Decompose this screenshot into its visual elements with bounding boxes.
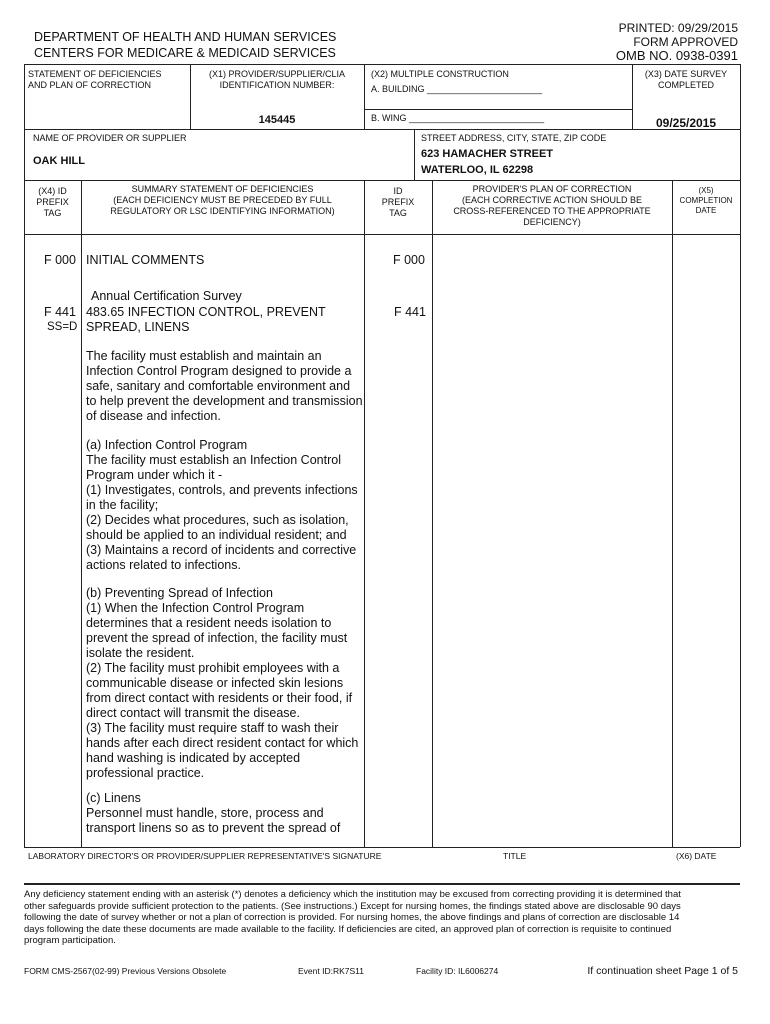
form-approved: FORM APPROVED (633, 35, 738, 49)
centers-name: CENTERS FOR MEDICARE & MEDICAID SERVICES (34, 46, 336, 60)
wing-label: B. WING ___________________________ (371, 113, 545, 123)
column-divider (364, 180, 365, 847)
title-label: TITLE (503, 851, 527, 861)
tag-f441: F 441 (44, 305, 76, 319)
table-left-border (24, 64, 25, 847)
building-label: A. BUILDING _______________________ (371, 84, 543, 94)
divider (364, 109, 632, 110)
city-state-zip: WATERLOO, IL 62298 (421, 164, 534, 176)
disclaimer-text: Any deficiency statement ending with an asterisk (*) denotes a deficiency which the institution may be excused from correcting providing it is determined that other safeguards provide sufficient protection to the patients. (See instructions.) Except for nursing homes, the findings stated above are disclosable 90 days following the date of survey whether or not a plan of correction is provided. For nursing homes, the above findings and plans of correction are disclosable 14 days following the date these documents are made available to the facility. If deficiencies are cited, an approved plan of correction is requisite to continued program participation. (24, 889, 681, 947)
event-id: Event ID:RK7S11 (298, 966, 364, 976)
tag-f441-right: F 441 (394, 305, 426, 319)
tag-f000-right: F 000 (393, 253, 425, 267)
column-divider (672, 180, 673, 847)
x2-label: (X2) MULTIPLE CONSTRUCTION (371, 69, 509, 79)
column-divider (432, 180, 433, 847)
divider (24, 234, 740, 235)
paragraph-linens: (c) Linens Personnel must handle, store, process and transport linens so as to prevent the spread of (86, 791, 341, 835)
paragraph-preventing-spread: (b) Preventing Spread of Infection (1) When the Infection Control Program determines that a resident needs isolation to prevent the spread of infection, the facility must isolate the resident. (2) The facility must prohibit employees with a communicable disease or infected skin lesions from direct contact with residents or their food, if direct contact will transmit the disease. (3) The facility must require staff to wash their hands after each direct resident contact for which hand washing is indicated by accepted professional practice. (86, 586, 359, 780)
paragraph-infection-control: (a) Infection Control Program The facility must establish an Infection Control Program under which it - (1) Investigates, controls, and prevents infections in the facility; (2) Decides what procedures, such as isolation, should be applied to an individual resident; and (3) Maintains a record of incidents and corrective actions related to infections. (86, 438, 358, 572)
address-label: STREET ADDRESS, CITY, STATE, ZIP CODE (421, 133, 607, 143)
signature-label: LABORATORY DIRECTOR'S OR PROVIDER/SUPPLIER REPRESENTATIVE'S SIGNATURE (28, 851, 382, 861)
divider (414, 129, 415, 180)
initial-comments-heading: INITIAL COMMENTS (86, 253, 205, 267)
divider (24, 847, 740, 848)
tag-f000: F 000 (44, 253, 76, 267)
agency-header (34, 29, 336, 61)
divider (364, 64, 365, 129)
summary-header: SUMMARY STATEMENT OF DEFICIENCIES (EACH DEFICIENCY MUST BE PRECEDED BY FULL REGULATORY OR LSC IDENTIFYING INFORMATION) (110, 184, 335, 216)
provider-id-value: 145445 (258, 114, 296, 126)
x4-header: (X4) ID PREFIX TAG (36, 186, 69, 218)
survey-type: Annual Certification Survey (91, 289, 242, 303)
statement-label: STATEMENT OF DEFICIENCIES AND PLAN OF CORRECTION (28, 69, 162, 90)
street-address: 623 HAMACHER STREET (421, 148, 554, 160)
x1-label: (X1) PROVIDER/SUPPLIER/CLIA IDENTIFICATION NUMBER: (208, 69, 346, 90)
regulation-title: 483.65 INFECTION CONTROL, PREVENT SPREAD, LINENS (86, 305, 326, 334)
x3-label: (X3) DATE SURVEY COMPLETED (644, 69, 728, 90)
scope-severity: SS=D (47, 321, 78, 333)
plan-header: PROVIDER'S PLAN OF CORRECTION (EACH CORRECTIVE ACTION SHOULD BE CROSS-REFERENCED TO THE APPROPRIATE DEFICIENCY) (453, 184, 651, 227)
divider (24, 180, 740, 181)
provider-name-label: NAME OF PROVIDER OR SUPPLIER (33, 133, 187, 143)
form-approval-block (616, 21, 738, 63)
divider (24, 883, 740, 885)
id-prefix-header: ID PREFIX TAG (381, 186, 415, 218)
column-divider (81, 180, 82, 847)
page-indicator: If continuation sheet Page 1 of 5 (587, 965, 738, 977)
provider-name: OAK HILL (33, 155, 85, 167)
printed-date: PRINTED: 09/29/2015 (618, 21, 738, 35)
form-number: FORM CMS-2567(02-99) Previous Versions Obsolete (24, 966, 227, 976)
completion-date-header: (X5) COMPLETION DATE (679, 186, 733, 215)
facility-id: Facility ID: IL6006274 (416, 966, 499, 976)
paragraph-facility-must: The facility must establish and maintain an Infection Control Program designed to provide a safe, sanitary and comfortable environment and to help prevent the development and transmission of disease and infection. (86, 349, 363, 423)
survey-completed-date: 09/25/2015 (655, 116, 717, 130)
omb-number: OMB NO. 0938-0391 (615, 48, 738, 63)
table-right-border (740, 64, 741, 847)
date-label: (X6) DATE (676, 851, 717, 861)
department-name: DEPARTMENT OF HEALTH AND HUMAN SERVICES (34, 30, 337, 44)
